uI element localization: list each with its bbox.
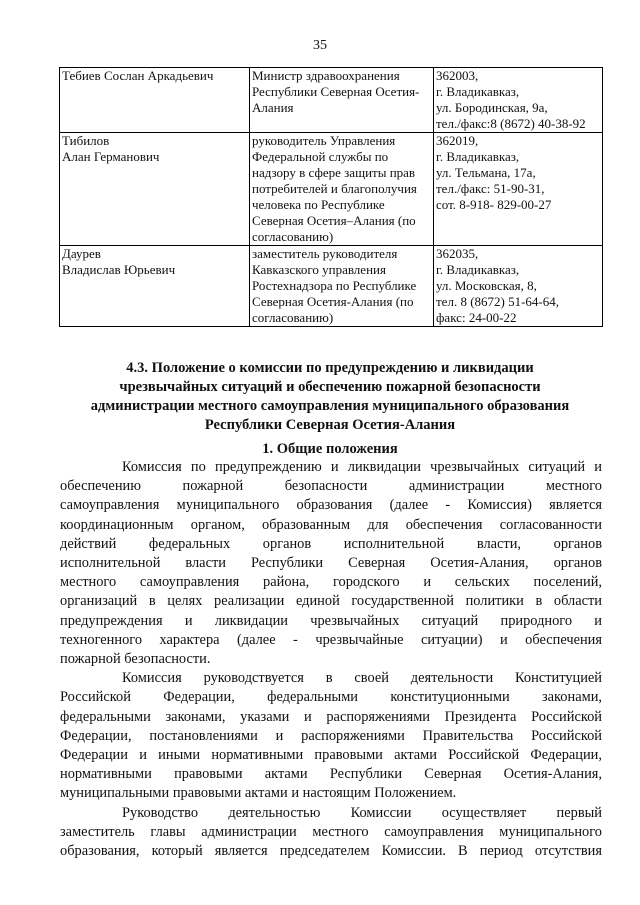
contact-line: тел./факс:8 (8672) 40-38-92	[436, 116, 586, 131]
person-name-cell	[60, 68, 250, 133]
position-line: Алания	[252, 100, 294, 115]
paragraph-line: Комиссия по предупреждению и ликвидации чрезвычайных ситуаций и	[122, 459, 602, 475]
paragraph-line: организаций в целях реализации единой государственной политики в области	[60, 593, 602, 610]
section-title	[60, 359, 600, 435]
paragraph-line: исполнительной власти Республики Северная Осетия-Алания, органов	[60, 555, 602, 572]
section-title-line: 4.3. Положение о комиссии по предупреждению и ликвидации	[126, 360, 534, 376]
contact-line: 362003,	[436, 68, 479, 83]
paragraph-line: обеспечению пожарной безопасности администрации местного	[60, 478, 602, 495]
person-name: Алан Германович	[62, 149, 160, 164]
contact-line: тел./факс: 51-90-31,	[436, 181, 545, 196]
position-line: Республики Северная Осетия-	[252, 84, 420, 99]
person-name: Владислав Юрьевич	[62, 262, 176, 277]
contact-line: ул. Московская, 8,	[436, 278, 537, 293]
contacts-cell	[434, 68, 603, 133]
position-line: Кавказского управления	[252, 262, 386, 277]
section-title-line: Республики Северная Осетия-Алания	[204, 417, 456, 433]
position-cell	[250, 133, 434, 246]
table-row	[60, 133, 603, 246]
paragraph-line: пожарной безопасности.	[60, 651, 211, 668]
paragraph-line: предупреждения и ликвидации чрезвычайных ситуаций природного и	[60, 612, 602, 629]
paragraph-line: заместитель главы администрации местного самоуправления муниципального	[60, 823, 602, 840]
paragraph-line: федеральными законами, указами и распоряжениями Президента Российской	[60, 708, 602, 725]
position-line: Ростехнадзора по Республике	[252, 278, 417, 293]
paragraph-line: координационным органом, образованным для обеспечения согласованности	[60, 516, 602, 533]
position-line: заместитель руководителя	[252, 246, 398, 261]
position-line: согласованию)	[252, 310, 334, 325]
contact-line: г. Владикавказ,	[436, 262, 520, 277]
table-row	[60, 68, 603, 133]
position-line: Северная Осетия-Алания (по	[252, 294, 414, 309]
person-name-cell	[60, 246, 250, 327]
section-title-line: чрезвычайных ситуаций и обеспечению пожарной безопасности	[119, 379, 541, 395]
paragraph-line: муниципальными правовыми актами и настоящим Положением.	[60, 785, 457, 802]
paragraph-line: Руководство деятельностью Комиссии осуществляет первый	[122, 804, 602, 821]
position-line: Министр здравоохранения	[252, 68, 400, 83]
contacts-table	[59, 67, 603, 327]
table-row	[60, 246, 603, 327]
position-line: человека по Республике	[252, 197, 385, 212]
person-name: Тибилов	[62, 133, 110, 148]
paragraph-line: Федерации и иными нормативными правовыми актами Российской Федерации,	[60, 747, 602, 764]
contact-line: факс: 24-00-22	[436, 310, 517, 325]
contacts-cell	[434, 246, 603, 327]
position-line: согласованию)	[252, 229, 334, 244]
paragraph-line: Российской Федерации, федеральными конституционными законами,	[60, 689, 602, 706]
contact-line: ул. Тельмана, 17а,	[436, 165, 536, 180]
paragraph-line: действий федеральных органов исполнительной власти, органов	[60, 535, 602, 552]
paragraph-line: самоуправления муниципального образования (далее - Комиссия) является	[60, 497, 602, 514]
person-name: Тебиев Сослан Аркадьевич	[62, 68, 214, 83]
contact-line: 362019,	[436, 133, 479, 148]
contact-line: тел. 8 (8672) 51-64-64,	[436, 294, 560, 309]
paragraph-line: образования, который является председателем Комиссии. В период отсутствия	[60, 843, 602, 860]
contact-line: 362035,	[436, 246, 479, 261]
contacts-cell	[434, 133, 603, 246]
person-name: Даурев	[62, 246, 101, 261]
position-line: Северная Осетия–Алания (по	[252, 213, 416, 228]
contact-line: сот. 8-918- 829-00-27	[436, 197, 552, 212]
paragraph-line: Федерации, постановлениями и распоряжениями Правительства Российской	[60, 727, 602, 744]
paragraph-line: местного самоуправления района, городского и сельских поселений,	[60, 574, 602, 591]
position-line: надзору в сфере защиты прав	[252, 165, 416, 180]
contact-line: г. Владикавказ,	[436, 84, 520, 99]
person-name-cell	[60, 133, 250, 246]
position-line: Федеральной службы по	[252, 149, 389, 164]
paragraph-line: Комиссия руководствуется в своей деятельности Конституцией	[122, 670, 602, 687]
subsection-title: 1. Общие положения	[262, 441, 398, 457]
body-text	[60, 458, 602, 861]
position-line: руководитель Управления	[252, 133, 396, 148]
position-line: потребителей и благополучия	[252, 181, 417, 196]
contact-line: ул. Бородинская, 9а,	[436, 100, 548, 115]
paragraph-line: нормативными правовыми актами Республики Северная Осетия-Алания,	[60, 766, 602, 783]
page-number: 35	[313, 38, 327, 53]
paragraph-line: техногенного характера (далее - чрезвычайные ситуации) и обеспечения	[60, 631, 602, 648]
position-cell	[250, 68, 434, 133]
contact-line: г. Владикавказ,	[436, 149, 520, 164]
section-title-line: администрации местного самоуправления муниципального образования	[90, 398, 570, 414]
position-cell	[250, 246, 434, 327]
